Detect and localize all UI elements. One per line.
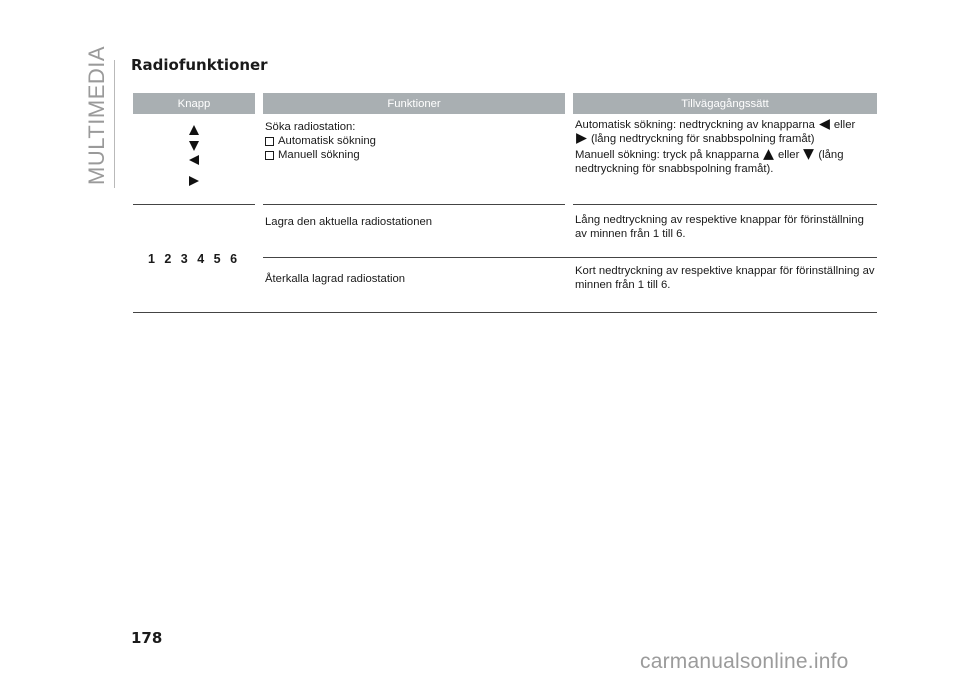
- list-item-label: Automatisk sökning: [278, 135, 376, 147]
- square-bullet-icon: [265, 137, 274, 146]
- procedure-cell: Lång nedtryckning av respektive knappar för förinställning av minnen från 1 till 6.: [573, 205, 877, 258]
- procedure-cell: Kort nedtryckning av respektive knappar för förinställning av minnen från 1 till 6.: [573, 258, 877, 313]
- function-title: Söka radiostation:: [265, 121, 356, 133]
- side-tab: [80, 45, 115, 188]
- down-triangle-icon: [188, 140, 200, 152]
- list-item-label: Manuell sökning: [278, 149, 360, 161]
- column-header-knapp: Knapp: [133, 93, 255, 114]
- watermark: carmanualsonline.info: [640, 650, 849, 673]
- column-header-tillvagagangssatt: Tillvägagångssätt: [573, 93, 877, 114]
- up-triangle-icon: [188, 124, 200, 136]
- page-number: 178: [131, 629, 163, 647]
- right-triangle-icon: [188, 175, 200, 187]
- side-tab-label: MULTIMEDIA: [84, 45, 109, 185]
- up-triangle-icon: [762, 148, 775, 161]
- procedure-text: Manuell sökning: tryck på knapparna: [575, 149, 759, 161]
- square-bullet-icon: [265, 151, 274, 160]
- down-triangle-icon: [802, 148, 815, 161]
- preset-keys-cell: 1 2 3 4 5 6: [133, 205, 255, 313]
- key-arrows-cell: [133, 114, 255, 205]
- section-title: Radiofunktioner: [131, 56, 268, 74]
- table-row: [133, 114, 877, 205]
- procedure-manual: [575, 148, 877, 176]
- procedure-text: eller: [833, 119, 856, 131]
- function-cell: Återkalla lagrad radiostation: [263, 258, 565, 313]
- column-header-funktioner: Funktioner: [263, 93, 565, 114]
- procedure-auto: [575, 118, 877, 146]
- procedure-text: (lång nedtryckning för snabbspolning framåt).: [575, 149, 844, 175]
- procedure-text: Automatisk sökning: nedtryckning av knapparna: [575, 119, 815, 131]
- procedure-text: (lång nedtryckning för snabbspolning framåt): [591, 133, 815, 145]
- left-triangle-icon: [188, 154, 200, 166]
- procedure-cell: [573, 114, 877, 205]
- left-triangle-icon: [818, 118, 831, 131]
- list-item: [265, 134, 565, 148]
- right-triangle-icon: [575, 132, 588, 145]
- table-row: [133, 205, 877, 258]
- procedure-text: eller: [778, 149, 800, 161]
- radio-functions-table: [133, 93, 877, 313]
- table-header-row: [133, 93, 877, 114]
- function-cell: Lagra den aktuella radiostationen: [263, 205, 565, 258]
- function-cell: [263, 114, 565, 205]
- list-item: [265, 148, 565, 162]
